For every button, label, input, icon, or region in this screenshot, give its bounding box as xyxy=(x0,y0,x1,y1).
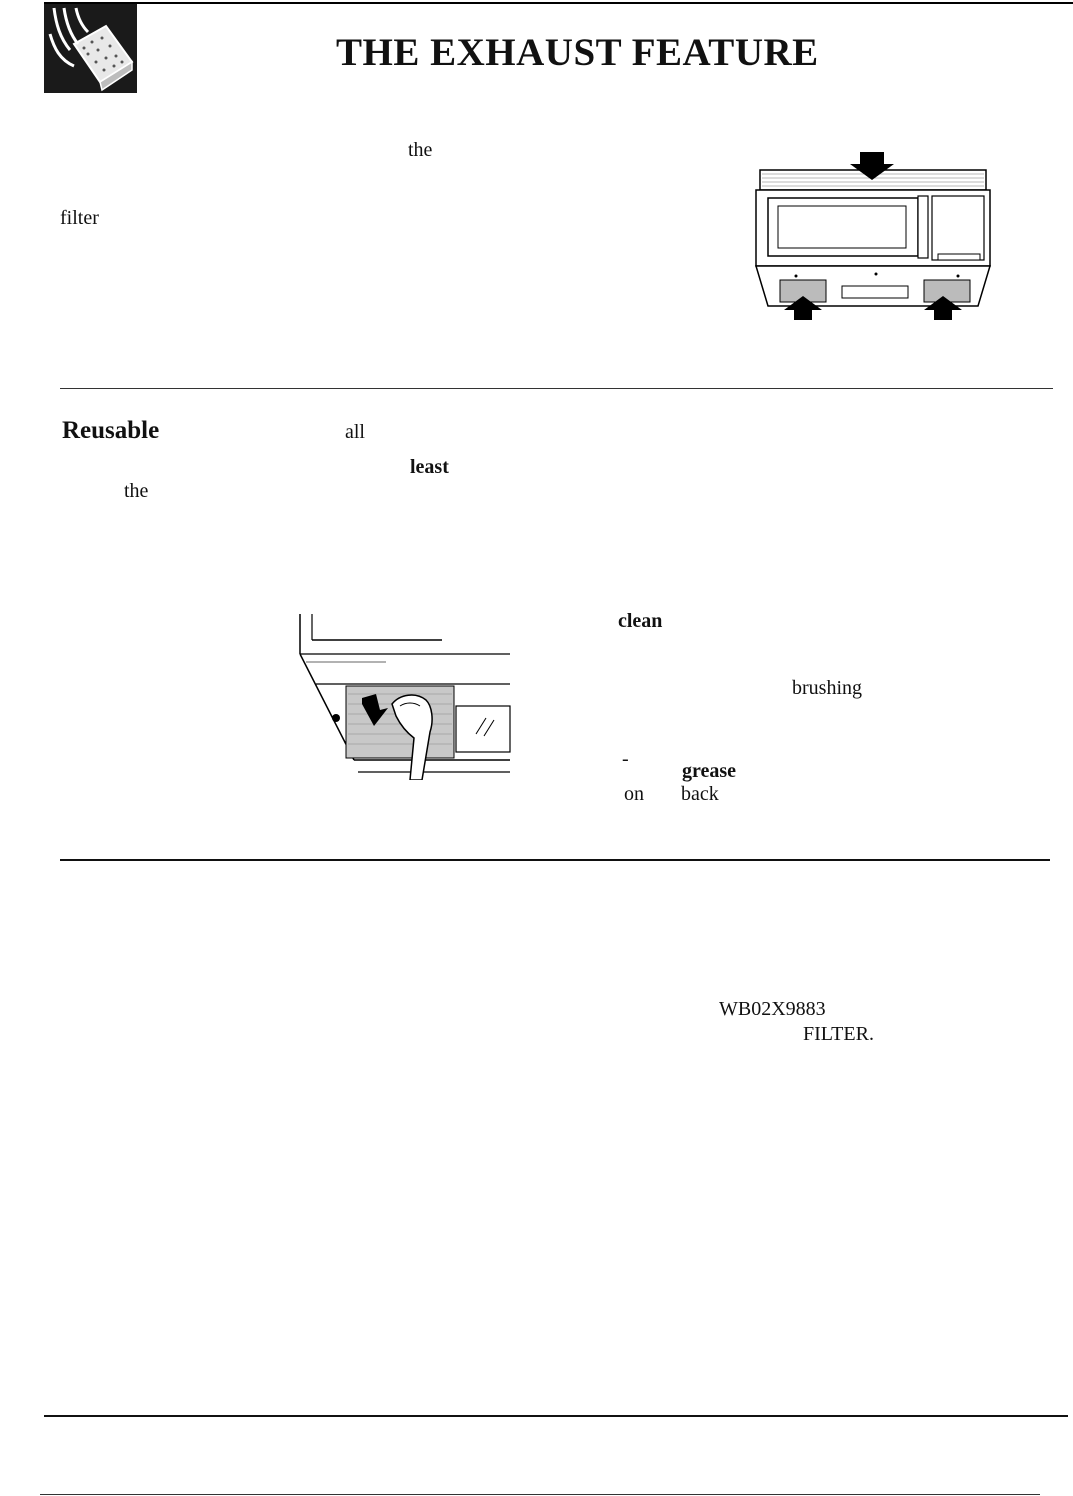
replacement-text-fragment: FILTER. xyxy=(803,1023,874,1045)
microwave-hood-illustration xyxy=(748,150,998,322)
section-icon-box xyxy=(44,4,137,93)
cleaning-sponge-icon xyxy=(44,4,137,93)
page-title: THE EXHAUST FEATURE xyxy=(336,31,819,74)
section-heading: Reusable xyxy=(62,417,160,444)
body-text-fragment: least xyxy=(410,456,449,478)
header-rule xyxy=(44,2,1073,4)
section-divider xyxy=(60,388,1053,389)
instruction-text-fragment: back xyxy=(681,783,719,805)
body-text-fragment: the xyxy=(124,480,149,502)
instruction-text-fragment: brushing xyxy=(792,677,862,699)
footer-divider xyxy=(44,1415,1068,1417)
page-bottom-rule xyxy=(40,1494,1040,1495)
filter-removal-illustration xyxy=(296,614,516,780)
instruction-text-fragment: - xyxy=(622,748,629,770)
intro-text-fragment: the xyxy=(408,139,433,161)
body-text-fragment: all xyxy=(345,421,365,443)
instruction-text-fragment: clean xyxy=(618,610,663,632)
part-number: WB02X9883 xyxy=(719,998,826,1020)
instruction-text-fragment: grease xyxy=(682,760,737,782)
intro-text-fragment: filter xyxy=(60,207,99,229)
instruction-text-fragment: on xyxy=(624,783,644,805)
section-divider xyxy=(60,859,1050,861)
